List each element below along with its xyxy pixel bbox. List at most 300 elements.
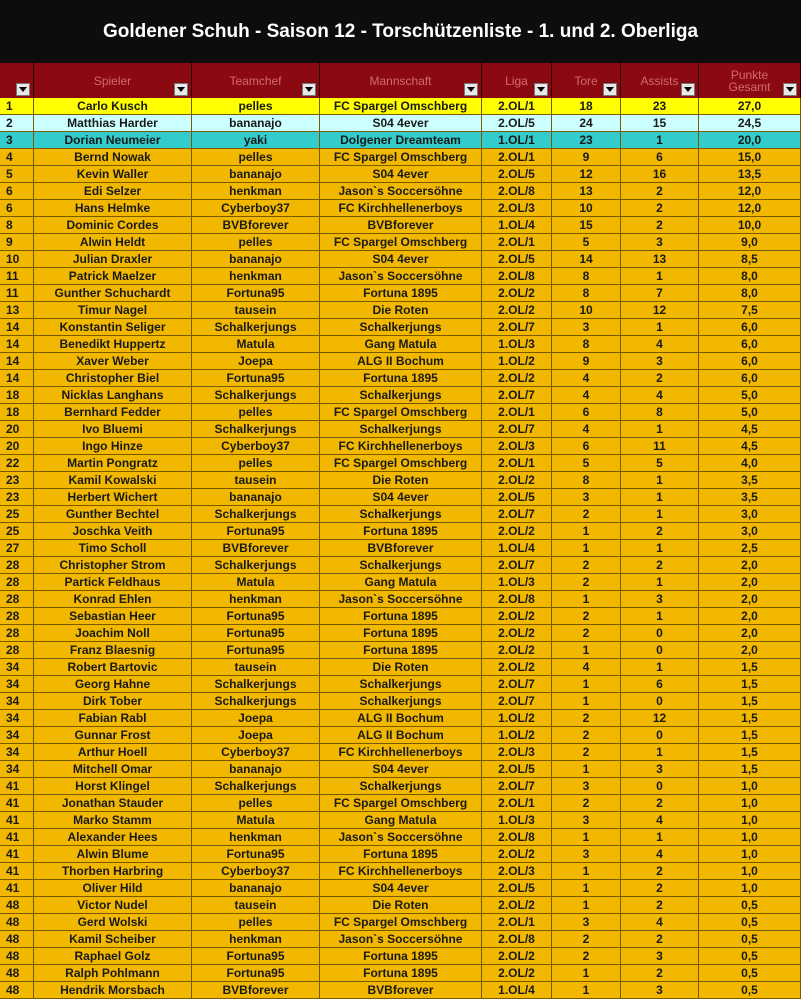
cell-teamchef[interactable]: bananajo xyxy=(192,489,320,506)
cell-rank[interactable]: 14 xyxy=(0,370,34,387)
cell-tore[interactable]: 2 xyxy=(552,710,621,727)
cell-liga[interactable]: 2.OL/7 xyxy=(482,421,552,438)
cell-spieler[interactable]: Raphael Golz xyxy=(34,948,192,965)
cell-teamchef[interactable]: tausein xyxy=(192,302,320,319)
cell-punkte[interactable]: 0,5 xyxy=(699,914,801,931)
cell-assists[interactable]: 11 xyxy=(621,438,699,455)
cell-punkte[interactable]: 1,5 xyxy=(699,761,801,778)
cell-teamchef[interactable]: henkman xyxy=(192,829,320,846)
cell-tore[interactable]: 4 xyxy=(552,421,621,438)
cell-liga[interactable]: 2.OL/2 xyxy=(482,897,552,914)
cell-mannschaft[interactable]: Fortuna 1895 xyxy=(320,965,482,982)
cell-punkte[interactable]: 2,0 xyxy=(699,557,801,574)
cell-punkte[interactable]: 5,0 xyxy=(699,387,801,404)
cell-teamchef[interactable]: Cyberboy37 xyxy=(192,200,320,217)
cell-liga[interactable]: 2.OL/5 xyxy=(482,115,552,132)
cell-assists[interactable]: 6 xyxy=(621,149,699,166)
cell-assists[interactable]: 0 xyxy=(621,778,699,795)
cell-liga[interactable]: 1.OL/1 xyxy=(482,132,552,149)
cell-punkte[interactable]: 4,5 xyxy=(699,421,801,438)
cell-spieler[interactable]: Herbert Wichert xyxy=(34,489,192,506)
cell-rank[interactable]: 23 xyxy=(0,489,34,506)
cell-liga[interactable]: 2.OL/5 xyxy=(482,489,552,506)
cell-rank[interactable]: 41 xyxy=(0,795,34,812)
cell-teamchef[interactable]: henkman xyxy=(192,591,320,608)
cell-assists[interactable]: 0 xyxy=(621,727,699,744)
cell-punkte[interactable]: 0,5 xyxy=(699,931,801,948)
cell-liga[interactable]: 2.OL/1 xyxy=(482,914,552,931)
cell-rank[interactable]: 22 xyxy=(0,455,34,472)
cell-tore[interactable]: 13 xyxy=(552,183,621,200)
cell-rank[interactable]: 14 xyxy=(0,353,34,370)
cell-tore[interactable]: 4 xyxy=(552,659,621,676)
cell-spieler[interactable]: Matthias Harder xyxy=(34,115,192,132)
cell-punkte[interactable]: 13,5 xyxy=(699,166,801,183)
cell-tore[interactable]: 1 xyxy=(552,965,621,982)
cell-teamchef[interactable]: Schalkerjungs xyxy=(192,676,320,693)
cell-liga[interactable]: 2.OL/7 xyxy=(482,557,552,574)
cell-punkte[interactable]: 9,0 xyxy=(699,234,801,251)
cell-tore[interactable]: 8 xyxy=(552,268,621,285)
cell-assists[interactable]: 7 xyxy=(621,285,699,302)
cell-spieler[interactable]: Marko Stamm xyxy=(34,812,192,829)
cell-liga[interactable]: 2.OL/8 xyxy=(482,268,552,285)
cell-punkte[interactable]: 15,0 xyxy=(699,149,801,166)
cell-spieler[interactable]: Xaver Weber xyxy=(34,353,192,370)
cell-punkte[interactable]: 1,0 xyxy=(699,795,801,812)
cell-liga[interactable]: 2.OL/8 xyxy=(482,591,552,608)
cell-rank[interactable]: 34 xyxy=(0,710,34,727)
cell-rank[interactable]: 41 xyxy=(0,846,34,863)
cell-tore[interactable]: 1 xyxy=(552,863,621,880)
cell-rank[interactable]: 18 xyxy=(0,387,34,404)
cell-liga[interactable]: 2.OL/2 xyxy=(482,608,552,625)
cell-rank[interactable]: 48 xyxy=(0,914,34,931)
cell-liga[interactable]: 2.OL/2 xyxy=(482,285,552,302)
cell-rank[interactable]: 14 xyxy=(0,336,34,353)
cell-liga[interactable]: 2.OL/8 xyxy=(482,829,552,846)
cell-tore[interactable]: 1 xyxy=(552,982,621,999)
cell-mannschaft[interactable]: FC Spargel Omschberg xyxy=(320,149,482,166)
cell-mannschaft[interactable]: S04 4ever xyxy=(320,251,482,268)
cell-tore[interactable]: 1 xyxy=(552,523,621,540)
cell-teamchef[interactable]: bananajo xyxy=(192,761,320,778)
cell-assists[interactable]: 1 xyxy=(621,421,699,438)
cell-liga[interactable]: 2.OL/7 xyxy=(482,319,552,336)
cell-assists[interactable]: 3 xyxy=(621,982,699,999)
cell-spieler[interactable]: Victor Nudel xyxy=(34,897,192,914)
cell-spieler[interactable]: Partick Feldhaus xyxy=(34,574,192,591)
cell-teamchef[interactable]: Matula xyxy=(192,574,320,591)
cell-mannschaft[interactable]: Fortuna 1895 xyxy=(320,948,482,965)
cell-spieler[interactable]: Carlo Kusch xyxy=(34,98,192,115)
cell-spieler[interactable]: Bernhard Fedder xyxy=(34,404,192,421)
cell-mannschaft[interactable]: FC Spargel Omschberg xyxy=(320,404,482,421)
cell-rank[interactable]: 34 xyxy=(0,727,34,744)
cell-liga[interactable]: 1.OL/3 xyxy=(482,812,552,829)
cell-tore[interactable]: 1 xyxy=(552,693,621,710)
cell-assists[interactable]: 8 xyxy=(621,404,699,421)
cell-mannschaft[interactable]: FC Spargel Omschberg xyxy=(320,98,482,115)
cell-mannschaft[interactable]: S04 4ever xyxy=(320,115,482,132)
cell-teamchef[interactable]: pelles xyxy=(192,914,320,931)
cell-spieler[interactable]: Oliver Hild xyxy=(34,880,192,897)
cell-rank[interactable]: 2 xyxy=(0,115,34,132)
cell-rank[interactable]: 28 xyxy=(0,557,34,574)
cell-tore[interactable]: 18 xyxy=(552,98,621,115)
cell-liga[interactable]: 2.OL/2 xyxy=(482,625,552,642)
cell-spieler[interactable]: Konstantin Seliger xyxy=(34,319,192,336)
cell-teamchef[interactable]: Schalkerjungs xyxy=(192,506,320,523)
cell-mannschaft[interactable]: Jason`s Soccersöhne xyxy=(320,931,482,948)
filter-dropdown-button[interactable] xyxy=(464,83,478,96)
cell-assists[interactable]: 2 xyxy=(621,897,699,914)
cell-teamchef[interactable]: Fortuna95 xyxy=(192,846,320,863)
cell-spieler[interactable]: Hendrik Morsbach xyxy=(34,982,192,999)
cell-mannschaft[interactable]: Fortuna 1895 xyxy=(320,642,482,659)
cell-mannschaft[interactable]: Die Roten xyxy=(320,897,482,914)
cell-spieler[interactable]: Robert Bartovic xyxy=(34,659,192,676)
cell-assists[interactable]: 1 xyxy=(621,829,699,846)
cell-rank[interactable]: 34 xyxy=(0,744,34,761)
cell-liga[interactable]: 2.OL/5 xyxy=(482,166,552,183)
cell-rank[interactable]: 20 xyxy=(0,438,34,455)
cell-assists[interactable]: 2 xyxy=(621,931,699,948)
cell-mannschaft[interactable]: BVBforever xyxy=(320,982,482,999)
cell-rank[interactable]: 34 xyxy=(0,659,34,676)
cell-assists[interactable]: 6 xyxy=(621,676,699,693)
cell-mannschaft[interactable]: Jason`s Soccersöhne xyxy=(320,268,482,285)
filter-dropdown-button[interactable] xyxy=(174,83,188,96)
cell-spieler[interactable]: Christopher Strom xyxy=(34,557,192,574)
cell-punkte[interactable]: 1,0 xyxy=(699,880,801,897)
cell-tore[interactable]: 5 xyxy=(552,234,621,251)
cell-teamchef[interactable]: Schalkerjungs xyxy=(192,778,320,795)
cell-spieler[interactable]: Arthur Hoell xyxy=(34,744,192,761)
cell-mannschaft[interactable]: Die Roten xyxy=(320,659,482,676)
cell-spieler[interactable]: Bernd Nowak xyxy=(34,149,192,166)
cell-tore[interactable]: 3 xyxy=(552,846,621,863)
cell-tore[interactable]: 1 xyxy=(552,897,621,914)
cell-assists[interactable]: 12 xyxy=(621,710,699,727)
cell-teamchef[interactable]: BVBforever xyxy=(192,540,320,557)
cell-mannschaft[interactable]: FC Spargel Omschberg xyxy=(320,795,482,812)
cell-mannschaft[interactable]: FC Kirchhellenerboys xyxy=(320,744,482,761)
cell-liga[interactable]: 2.OL/2 xyxy=(482,965,552,982)
cell-spieler[interactable]: Alwin Blume xyxy=(34,846,192,863)
cell-punkte[interactable]: 2,0 xyxy=(699,642,801,659)
cell-liga[interactable]: 2.OL/2 xyxy=(482,948,552,965)
cell-mannschaft[interactable]: S04 4ever xyxy=(320,166,482,183)
cell-spieler[interactable]: Nicklas Langhans xyxy=(34,387,192,404)
cell-mannschaft[interactable]: Fortuna 1895 xyxy=(320,285,482,302)
cell-rank[interactable]: 11 xyxy=(0,285,34,302)
cell-punkte[interactable]: 3,5 xyxy=(699,489,801,506)
cell-teamchef[interactable]: BVBforever xyxy=(192,982,320,999)
cell-assists[interactable]: 4 xyxy=(621,812,699,829)
cell-rank[interactable]: 9 xyxy=(0,234,34,251)
cell-tore[interactable]: 5 xyxy=(552,455,621,472)
cell-liga[interactable]: 2.OL/1 xyxy=(482,149,552,166)
cell-punkte[interactable]: 5,0 xyxy=(699,404,801,421)
cell-punkte[interactable]: 1,5 xyxy=(699,710,801,727)
cell-mannschaft[interactable]: Fortuna 1895 xyxy=(320,370,482,387)
cell-mannschaft[interactable]: FC Kirchhellenerboys xyxy=(320,200,482,217)
cell-teamchef[interactable]: Schalkerjungs xyxy=(192,387,320,404)
cell-teamchef[interactable]: Joepa xyxy=(192,727,320,744)
cell-rank[interactable]: 28 xyxy=(0,625,34,642)
cell-tore[interactable]: 9 xyxy=(552,353,621,370)
cell-spieler[interactable]: Thorben Harbring xyxy=(34,863,192,880)
cell-tore[interactable]: 3 xyxy=(552,812,621,829)
cell-punkte[interactable]: 1,0 xyxy=(699,863,801,880)
cell-spieler[interactable]: Ingo Hinze xyxy=(34,438,192,455)
cell-assists[interactable]: 2 xyxy=(621,523,699,540)
cell-mannschaft[interactable]: Fortuna 1895 xyxy=(320,846,482,863)
cell-liga[interactable]: 2.OL/3 xyxy=(482,744,552,761)
cell-liga[interactable]: 2.OL/2 xyxy=(482,846,552,863)
cell-punkte[interactable]: 0,5 xyxy=(699,982,801,999)
cell-punkte[interactable]: 0,5 xyxy=(699,897,801,914)
cell-punkte[interactable]: 0,5 xyxy=(699,965,801,982)
cell-spieler[interactable]: Edi Selzer xyxy=(34,183,192,200)
cell-spieler[interactable]: Joschka Veith xyxy=(34,523,192,540)
cell-spieler[interactable]: Gunther Schuchardt xyxy=(34,285,192,302)
cell-tore[interactable]: 2 xyxy=(552,625,621,642)
cell-tore[interactable]: 3 xyxy=(552,778,621,795)
cell-tore[interactable]: 23 xyxy=(552,132,621,149)
cell-tore[interactable]: 1 xyxy=(552,829,621,846)
cell-assists[interactable]: 1 xyxy=(621,319,699,336)
cell-teamchef[interactable]: Matula xyxy=(192,336,320,353)
cell-assists[interactable]: 3 xyxy=(621,948,699,965)
cell-rank[interactable]: 28 xyxy=(0,591,34,608)
cell-rank[interactable]: 41 xyxy=(0,829,34,846)
cell-teamchef[interactable]: Fortuna95 xyxy=(192,948,320,965)
cell-spieler[interactable]: Sebastian Heer xyxy=(34,608,192,625)
cell-mannschaft[interactable]: ALG II Bochum xyxy=(320,353,482,370)
cell-teamchef[interactable]: Fortuna95 xyxy=(192,523,320,540)
cell-spieler[interactable]: Gunnar Frost xyxy=(34,727,192,744)
cell-assists[interactable]: 5 xyxy=(621,455,699,472)
cell-spieler[interactable]: Patrick Maelzer xyxy=(34,268,192,285)
cell-rank[interactable]: 6 xyxy=(0,183,34,200)
cell-mannschaft[interactable]: Die Roten xyxy=(320,472,482,489)
cell-teamchef[interactable]: Fortuna95 xyxy=(192,625,320,642)
cell-liga[interactable]: 2.OL/1 xyxy=(482,795,552,812)
cell-mannschaft[interactable]: S04 4ever xyxy=(320,489,482,506)
cell-teamchef[interactable]: bananajo xyxy=(192,115,320,132)
cell-rank[interactable]: 14 xyxy=(0,319,34,336)
cell-teamchef[interactable]: pelles xyxy=(192,98,320,115)
cell-tore[interactable]: 15 xyxy=(552,217,621,234)
cell-assists[interactable]: 13 xyxy=(621,251,699,268)
cell-teamchef[interactable]: Fortuna95 xyxy=(192,642,320,659)
cell-liga[interactable]: 2.OL/2 xyxy=(482,370,552,387)
cell-spieler[interactable]: Georg Hahne xyxy=(34,676,192,693)
filter-dropdown-button[interactable] xyxy=(16,83,30,96)
filter-dropdown-button[interactable] xyxy=(783,83,797,96)
cell-assists[interactable]: 1 xyxy=(621,472,699,489)
cell-mannschaft[interactable]: BVBforever xyxy=(320,217,482,234)
cell-rank[interactable]: 28 xyxy=(0,574,34,591)
cell-teamchef[interactable]: bananajo xyxy=(192,251,320,268)
filter-dropdown-button[interactable] xyxy=(603,83,617,96)
cell-teamchef[interactable]: henkman xyxy=(192,183,320,200)
cell-spieler[interactable]: Julian Draxler xyxy=(34,251,192,268)
cell-rank[interactable]: 25 xyxy=(0,523,34,540)
cell-spieler[interactable]: Dorian Neumeier xyxy=(34,132,192,149)
cell-assists[interactable]: 0 xyxy=(621,642,699,659)
cell-spieler[interactable]: Martin Pongratz xyxy=(34,455,192,472)
cell-liga[interactable]: 1.OL/4 xyxy=(482,217,552,234)
cell-punkte[interactable]: 3,0 xyxy=(699,523,801,540)
cell-mannschaft[interactable]: ALG II Bochum xyxy=(320,727,482,744)
cell-teamchef[interactable]: Fortuna95 xyxy=(192,285,320,302)
cell-teamchef[interactable]: pelles xyxy=(192,149,320,166)
cell-assists[interactable]: 16 xyxy=(621,166,699,183)
cell-teamchef[interactable]: Fortuna95 xyxy=(192,965,320,982)
cell-mannschaft[interactable]: Fortuna 1895 xyxy=(320,625,482,642)
cell-mannschaft[interactable]: Schalkerjungs xyxy=(320,557,482,574)
cell-punkte[interactable]: 2,0 xyxy=(699,608,801,625)
cell-punkte[interactable]: 3,0 xyxy=(699,506,801,523)
cell-mannschaft[interactable]: Schalkerjungs xyxy=(320,778,482,795)
cell-rank[interactable]: 23 xyxy=(0,472,34,489)
cell-teamchef[interactable]: pelles xyxy=(192,795,320,812)
cell-tore[interactable]: 2 xyxy=(552,744,621,761)
cell-mannschaft[interactable]: Schalkerjungs xyxy=(320,319,482,336)
cell-spieler[interactable]: Hans Helmke xyxy=(34,200,192,217)
cell-tore[interactable]: 12 xyxy=(552,166,621,183)
cell-assists[interactable]: 4 xyxy=(621,336,699,353)
cell-mannschaft[interactable]: FC Kirchhellenerboys xyxy=(320,863,482,880)
cell-assists[interactable]: 2 xyxy=(621,200,699,217)
cell-rank[interactable]: 8 xyxy=(0,217,34,234)
cell-tore[interactable]: 1 xyxy=(552,676,621,693)
cell-punkte[interactable]: 3,5 xyxy=(699,472,801,489)
cell-punkte[interactable]: 1,5 xyxy=(699,744,801,761)
cell-teamchef[interactable]: tausein xyxy=(192,659,320,676)
cell-mannschaft[interactable]: Schalkerjungs xyxy=(320,421,482,438)
cell-liga[interactable]: 2.OL/1 xyxy=(482,98,552,115)
cell-punkte[interactable]: 6,0 xyxy=(699,336,801,353)
cell-spieler[interactable]: Kamil Kowalski xyxy=(34,472,192,489)
cell-mannschaft[interactable]: Gang Matula xyxy=(320,812,482,829)
cell-liga[interactable]: 2.OL/2 xyxy=(482,523,552,540)
cell-punkte[interactable]: 12,0 xyxy=(699,183,801,200)
cell-assists[interactable]: 3 xyxy=(621,591,699,608)
cell-spieler[interactable]: Konrad Ehlen xyxy=(34,591,192,608)
cell-spieler[interactable]: Ralph Pohlmann xyxy=(34,965,192,982)
cell-liga[interactable]: 2.OL/5 xyxy=(482,880,552,897)
cell-tore[interactable]: 2 xyxy=(552,795,621,812)
cell-punkte[interactable]: 2,5 xyxy=(699,540,801,557)
cell-spieler[interactable]: Joachim Noll xyxy=(34,625,192,642)
cell-assists[interactable]: 0 xyxy=(621,625,699,642)
cell-mannschaft[interactable]: Jason`s Soccersöhne xyxy=(320,591,482,608)
cell-punkte[interactable]: 1,5 xyxy=(699,693,801,710)
cell-teamchef[interactable]: Cyberboy37 xyxy=(192,744,320,761)
cell-tore[interactable]: 8 xyxy=(552,285,621,302)
cell-rank[interactable]: 34 xyxy=(0,693,34,710)
cell-tore[interactable]: 3 xyxy=(552,319,621,336)
cell-assists[interactable]: 2 xyxy=(621,863,699,880)
cell-rank[interactable]: 27 xyxy=(0,540,34,557)
cell-liga[interactable]: 2.OL/7 xyxy=(482,778,552,795)
cell-liga[interactable]: 1.OL/3 xyxy=(482,336,552,353)
cell-tore[interactable]: 2 xyxy=(552,931,621,948)
cell-rank[interactable]: 48 xyxy=(0,982,34,999)
cell-mannschaft[interactable]: Schalkerjungs xyxy=(320,676,482,693)
cell-tore[interactable]: 1 xyxy=(552,880,621,897)
cell-rank[interactable]: 25 xyxy=(0,506,34,523)
cell-spieler[interactable]: Mitchell Omar xyxy=(34,761,192,778)
cell-assists[interactable]: 0 xyxy=(621,693,699,710)
cell-punkte[interactable]: 12,0 xyxy=(699,200,801,217)
cell-assists[interactable]: 2 xyxy=(621,370,699,387)
cell-mannschaft[interactable]: Jason`s Soccersöhne xyxy=(320,829,482,846)
cell-spieler[interactable]: Kevin Waller xyxy=(34,166,192,183)
cell-rank[interactable]: 41 xyxy=(0,863,34,880)
cell-liga[interactable]: 1.OL/4 xyxy=(482,982,552,999)
cell-liga[interactable]: 2.OL/1 xyxy=(482,455,552,472)
cell-punkte[interactable]: 8,0 xyxy=(699,285,801,302)
cell-teamchef[interactable]: Schalkerjungs xyxy=(192,319,320,336)
cell-rank[interactable]: 18 xyxy=(0,404,34,421)
cell-spieler[interactable]: Horst Klingel xyxy=(34,778,192,795)
cell-teamchef[interactable]: Cyberboy37 xyxy=(192,863,320,880)
cell-assists[interactable]: 1 xyxy=(621,540,699,557)
cell-tore[interactable]: 3 xyxy=(552,489,621,506)
cell-punkte[interactable]: 2,0 xyxy=(699,625,801,642)
cell-assists[interactable]: 1 xyxy=(621,506,699,523)
cell-spieler[interactable]: Timur Nagel xyxy=(34,302,192,319)
cell-tore[interactable]: 10 xyxy=(552,200,621,217)
cell-rank[interactable]: 13 xyxy=(0,302,34,319)
cell-teamchef[interactable]: pelles xyxy=(192,455,320,472)
cell-mannschaft[interactable]: S04 4ever xyxy=(320,761,482,778)
cell-mannschaft[interactable]: Fortuna 1895 xyxy=(320,523,482,540)
cell-punkte[interactable]: 8,0 xyxy=(699,268,801,285)
cell-assists[interactable]: 1 xyxy=(621,268,699,285)
cell-teamchef[interactable]: Cyberboy37 xyxy=(192,438,320,455)
cell-rank[interactable]: 48 xyxy=(0,931,34,948)
cell-punkte[interactable]: 27,0 xyxy=(699,98,801,115)
filter-dropdown-button[interactable] xyxy=(534,83,548,96)
cell-teamchef[interactable]: Joepa xyxy=(192,710,320,727)
cell-tore[interactable]: 1 xyxy=(552,761,621,778)
cell-liga[interactable]: 2.OL/2 xyxy=(482,642,552,659)
cell-spieler[interactable]: Gerd Wolski xyxy=(34,914,192,931)
cell-tore[interactable]: 2 xyxy=(552,608,621,625)
cell-spieler[interactable]: Jonathan Stauder xyxy=(34,795,192,812)
cell-punkte[interactable]: 6,0 xyxy=(699,370,801,387)
cell-mannschaft[interactable]: FC Spargel Omschberg xyxy=(320,455,482,472)
cell-spieler[interactable]: Gunther Bechtel xyxy=(34,506,192,523)
cell-tore[interactable]: 1 xyxy=(552,591,621,608)
cell-punkte[interactable]: 1,5 xyxy=(699,676,801,693)
cell-teamchef[interactable]: bananajo xyxy=(192,880,320,897)
cell-rank[interactable]: 34 xyxy=(0,676,34,693)
cell-teamchef[interactable]: Schalkerjungs xyxy=(192,557,320,574)
cell-rank[interactable]: 48 xyxy=(0,965,34,982)
filter-dropdown-button[interactable] xyxy=(302,83,316,96)
cell-mannschaft[interactable]: FC Spargel Omschberg xyxy=(320,914,482,931)
cell-punkte[interactable]: 6,0 xyxy=(699,319,801,336)
cell-tore[interactable]: 2 xyxy=(552,557,621,574)
cell-assists[interactable]: 2 xyxy=(621,965,699,982)
